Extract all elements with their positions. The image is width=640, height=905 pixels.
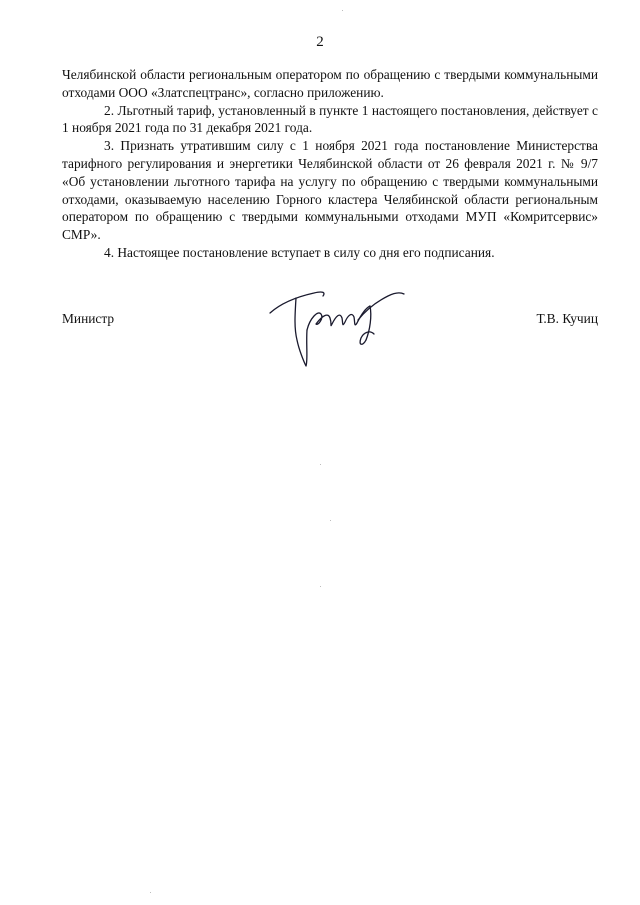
scan-speck — [342, 10, 343, 11]
scan-speck — [320, 464, 321, 465]
signer-position: Министр — [62, 311, 115, 326]
signer-name: Т.В. Кучиц — [536, 311, 598, 326]
scan-speck — [330, 520, 331, 521]
paragraph-item-3: 3. Признать утратившим силу с 1 ноября 2021 года постановление Министерства тарифного регулирования и энергетики Челябинской области от 26 февраля 2021 г. № 9/7 «Об установлении льготного тарифа на услугу по обращению с твердыми коммунальными отходами, оказываемую населению Горного кластера Челябинской области региональным оператором по обращению с твердыми коммунальными отходами МУП «Комритсервис» СМР». — [62, 138, 598, 243]
paragraph-continuation: Челябинской области региональным оператором по обращению с твердыми коммунальными отходами ООО «Златспецтранс», согласно приложению. — [62, 67, 598, 100]
page-number: 2 — [316, 34, 324, 50]
paragraph-item-4: 4. Настоящее постановление вступает в силу со дня его подписания. — [104, 244, 495, 260]
scan-speck — [150, 892, 151, 893]
scan-speck — [320, 586, 321, 587]
paragraph-item-2: 2. Льготный тариф, установленный в пункте 1 настоящего постановления, действует с 1 ноября 2021 года по 31 декабря 2021 года. — [62, 102, 598, 136]
document-body — [62, 66, 598, 262]
handwritten-signature — [266, 280, 416, 370]
